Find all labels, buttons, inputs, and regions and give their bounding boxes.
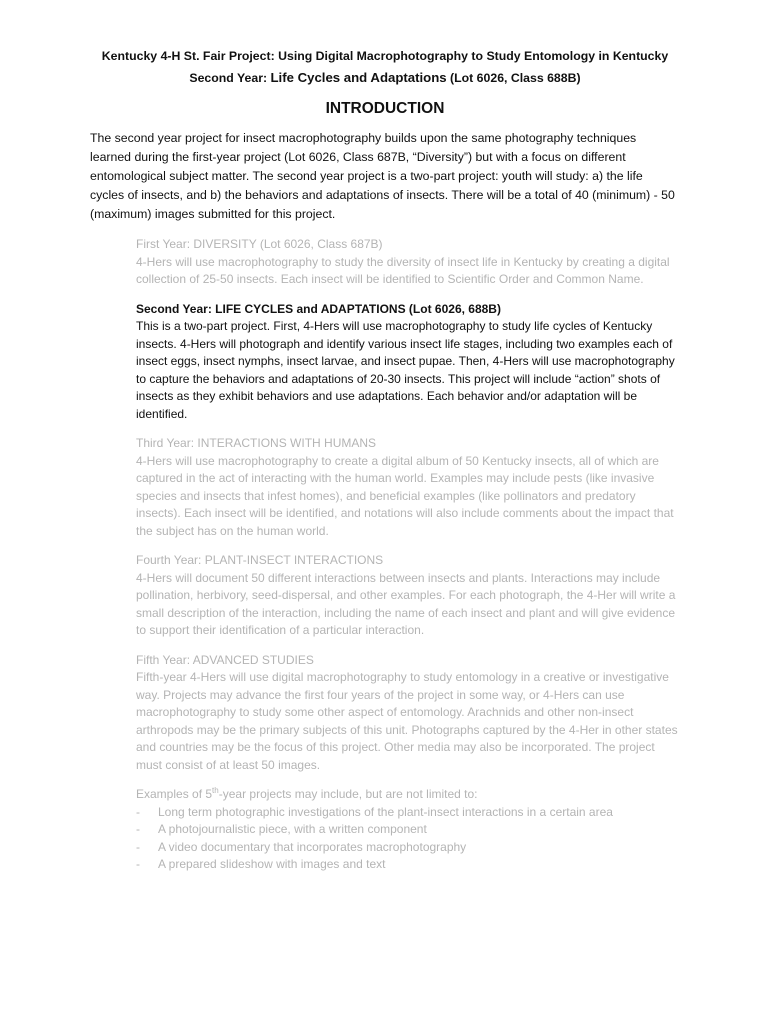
dash-bullet: - <box>136 804 140 819</box>
examples-lead-prefix: Examples of 5 <box>136 787 213 801</box>
examples-list <box>136 804 680 874</box>
dash-bullet: - <box>136 822 140 836</box>
list-item <box>136 839 680 857</box>
document-header <box>90 46 680 89</box>
examples-lead-suffix: -year projects may include, but are not limited to: <box>218 787 478 801</box>
header-subtitle-suffix: (Lot 6026, Class 688B) <box>446 71 581 85</box>
dash-bullet: - <box>136 839 140 854</box>
year-block-first <box>136 236 680 289</box>
year-block-second <box>136 301 680 424</box>
year-title: Third Year: INTERACTIONS WITH HUMANS <box>136 436 377 450</box>
list-item-text: A prepared slideshow with images and text <box>158 857 386 871</box>
list-item-text: A photojournalistic piece, with a written component <box>158 822 427 836</box>
year-description: 4-Hers will document 50 different interactions between insects and plants. Interactions may include pollination, herbivory, seed-dispersal, and other examples. For each photograph, the 4-Her will write a small description of the interaction, including the name of each insect and plant and will give evidence to support their identification of a particular interaction. <box>136 570 676 637</box>
year-description: Fifth-year 4-Hers will use digital macrophotography to study entomology in a creative or investigative way. Projects may advance the first four years of the project in some way, or 4-Hers can use macrophotography to study some other aspect of entomology. Arachnids and other non-insect arthropods may be the primary subjects of this unit. Photographs captured by the 4-Her in other states and countries may be the focus of this project. Other media may also be incorporated. The project must consist of at least 50 images. <box>136 670 678 772</box>
section-heading: INTRODUCTION <box>325 100 445 117</box>
examples-lead-sup: th <box>212 786 219 795</box>
examples-block <box>136 786 680 874</box>
header-subtitle <box>90 67 680 89</box>
header-subtitle-prefix: Second Year: <box>189 71 271 85</box>
list-item-text: A video documentary that incorporates macrophotography <box>158 839 467 854</box>
year-block-fifth <box>136 652 680 775</box>
list-item <box>136 821 680 839</box>
list-item <box>136 856 680 874</box>
year-title: Fourth Year: PLANT-INSECT INTERACTIONS <box>136 553 384 567</box>
dash-bullet: - <box>136 857 140 871</box>
year-title: Second Year: LIFE CYCLES and ADAPTATIONS (Lot 6026, 688B) <box>136 301 501 316</box>
year-block-fourth <box>136 552 680 640</box>
intro-paragraph: The second year project for insect macrophotography builds upon the same photography techniques learned during the first-year project (Lot 6026, Class 687B, “Diversity”) but with a focus on different entomological subject matter. The second year project is a two-part project: youth will study: a) the life cycles of insects, and b) the behaviors and adaptations of insects. There will be a total of 40 (minimum) - 50 (maximum) images submitted for this project. <box>90 131 675 221</box>
header-title: Kentucky 4-H St. Fair Project: Using Digital Macrophotography to Study Entomology in Kentucky <box>101 49 669 63</box>
year-description: 4-Hers will use macrophotography to create a digital album of 50 Kentucky insects, all of which are captured in the act of interacting with the human world. Examples may include pests (like invasive species and insects that infest homes), and beneficial examples (like pollinators and predatory insects). Each insect will be identified, and notations will also include comments about the impact that the subject has on the human world. <box>136 453 674 538</box>
year-block-third <box>136 435 680 540</box>
examples-lead <box>136 786 680 804</box>
year-title: First Year: DIVERSITY (Lot 6026, Class 687B) <box>136 237 383 251</box>
year-title: Fifth Year: ADVANCED STUDIES <box>136 652 314 667</box>
list-item <box>136 804 680 822</box>
year-description: 4-Hers will use macrophotography to study the diversity of insect life in Kentucky by creating a digital collection of 25-50 insects. Each insect will be identified to Scientific Order and Common Name. <box>136 254 670 286</box>
list-item-text: Long term photographic investigations of the plant-insect interactions in a certain area <box>158 804 613 819</box>
header-subtitle-main: Life Cycles and Adaptations <box>270 70 447 85</box>
year-description: This is a two-part project. First, 4-Hers will use macrophotography to study life cycles of Kentucky insects. 4-Hers will photograph and identify various insect life stages, including two examples each of insect eggs, insect nymphs, insect larvae, and insect pupae. Then, 4-Hers will use macrophotography to capture the behaviors and adaptations of 20-30 insects. This project will include “action” shots of insects as they exhibit behaviors and use adaptations. Each behavior and/or adaptation will be identified. <box>136 319 675 421</box>
